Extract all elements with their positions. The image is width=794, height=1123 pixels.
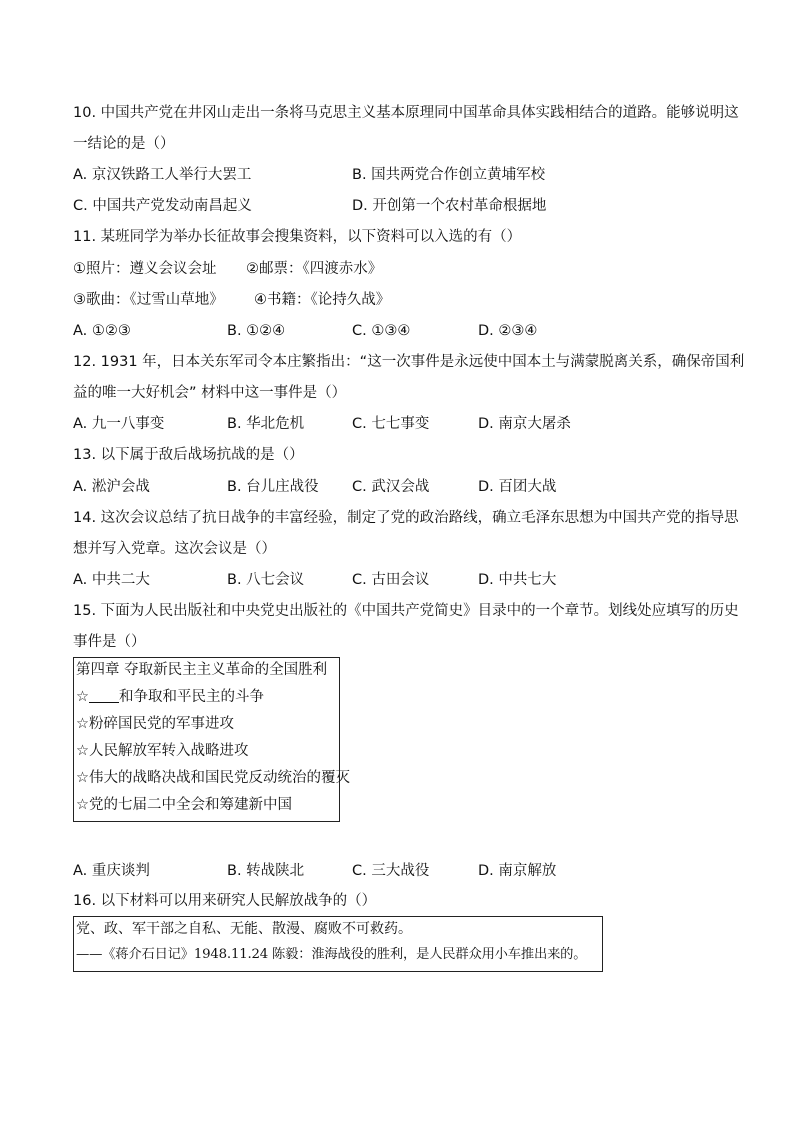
q12-option-c: C. 七七事变 xyxy=(352,416,430,432)
q13-stem: 13. 以下属于敌后战场抗战的是（） xyxy=(73,447,304,463)
q15-box-row-4: ☆伟大的战略决战和国民党反动统治的覆灭 xyxy=(76,770,350,786)
q15-box-row-3: ☆人民解放军转入战略进攻 xyxy=(76,743,249,759)
q12-option-b: B. 华北危机 xyxy=(227,416,305,432)
q11-option-c: C. ①③④ xyxy=(352,323,411,339)
q10-option-a: A. 京汉铁路工人举行大罢工 xyxy=(73,167,252,183)
q11-item-2: ②邮票：《四渡赤水》 xyxy=(246,261,383,277)
q15-box-row-1 xyxy=(76,687,264,707)
q15-box-row-2: ☆粉碎国民党的军事进攻 xyxy=(76,716,234,732)
q16-box-row-2: ——《蒋介石日记》1948.11.24 陈毅：淮海战役的胜利，是人民群众用小车推出来的。 xyxy=(76,947,587,962)
q12-stem-line2: 益的唯一大好机会” 材料中这一事件是（） xyxy=(73,385,347,401)
q11-stem: 11. 某班同学为举办长征故事会搜集资料，以下资料可以入选的有（） xyxy=(73,229,522,245)
q10-stem-line1: 10. 中国共产党在井冈山走出一条将马克思主义基本原理同中国革命具体实践相结合的道路。能够说明这 xyxy=(73,105,739,121)
q14-option-a: A. 中共二大 xyxy=(73,572,150,588)
q16-box-row-1: 党、政、军干部之自私、无能、散漫、腐败不可救药。 xyxy=(76,921,412,937)
q12-option-d: D. 南京大屠杀 xyxy=(478,416,571,432)
q14-option-d: D. 中共七大 xyxy=(478,572,557,588)
q13-option-b: B. 台儿庄战役 xyxy=(227,479,319,495)
q15-stem-line1: 15. 下面为人民出版社和中央党史出版社的《中国共产党简史》目录中的一个章节。划线处应填写的历史 xyxy=(73,603,739,619)
q15-box-row-1-prefix: ☆ xyxy=(76,689,89,705)
q11-item-4: ④书籍：《论持久战》 xyxy=(254,292,391,308)
q11-item-3: ③歌曲：《过雪山草地》 xyxy=(73,292,224,308)
q11-option-a: A. ①②③ xyxy=(73,323,131,339)
q13-option-a: A. 淞沪会战 xyxy=(73,479,150,495)
q13-option-d: D. 百团大战 xyxy=(478,479,557,495)
q11-item-1: ①照片：遵义会议会址 xyxy=(73,261,217,277)
q15-option-d: D. 南京解放 xyxy=(478,863,557,879)
q16-material-box xyxy=(73,916,603,972)
q11-option-d: D. ②③④ xyxy=(478,323,538,339)
q10-stem-line2: 一结论的是（） xyxy=(73,136,175,152)
q14-stem-line2: 想并写入党章。这次会议是（） xyxy=(73,541,276,557)
q12-stem-line1: 12. 1931 年，日本关东军司令本庄繁指出：“这一次事件是永远使中国本土与满蒙脱离关系，确保帝国利 xyxy=(73,354,745,370)
q14-option-b: B. 八七会议 xyxy=(227,572,305,588)
q10-option-d: D. 开创第一个农村革命根据地 xyxy=(352,198,547,214)
q15-option-a: A. 重庆谈判 xyxy=(73,863,150,879)
q11-option-b: B. ①②④ xyxy=(227,323,286,339)
q12-option-a: A. 九一八事变 xyxy=(73,416,165,432)
q10-option-b: B. 国共两党合作创立黄埔军校 xyxy=(352,167,546,183)
q14-stem-line1: 14. 这次会议总结了抗日战争的丰富经验，制定了党的政治路线，确立毛泽东思想为中国共产党的指导思 xyxy=(73,510,739,526)
q14-option-c: C. 古田会议 xyxy=(352,572,430,588)
q15-option-c: C. 三大战役 xyxy=(352,863,430,879)
q15-box-title: 第四章 夺取新民主主义革命的全国胜利 xyxy=(76,662,328,678)
q16-stem: 16. 以下材料可以用来研究人民解放战争的（） xyxy=(73,893,377,909)
q15-box-row-1-text: 和争取和平民主的斗争 xyxy=(119,689,264,705)
q15-stem-line2: 事件是（） xyxy=(73,634,146,650)
q13-option-c: C. 武汉会战 xyxy=(352,479,430,495)
q10-option-c: C. 中国共产党发动南昌起义 xyxy=(73,198,252,214)
q15-box-row-5: ☆党的七届二中全会和筹建新中国 xyxy=(76,797,292,813)
q15-option-b: B. 转战陕北 xyxy=(227,863,305,879)
q15-fill-blank xyxy=(89,688,119,703)
q15-contents-box xyxy=(73,657,350,822)
